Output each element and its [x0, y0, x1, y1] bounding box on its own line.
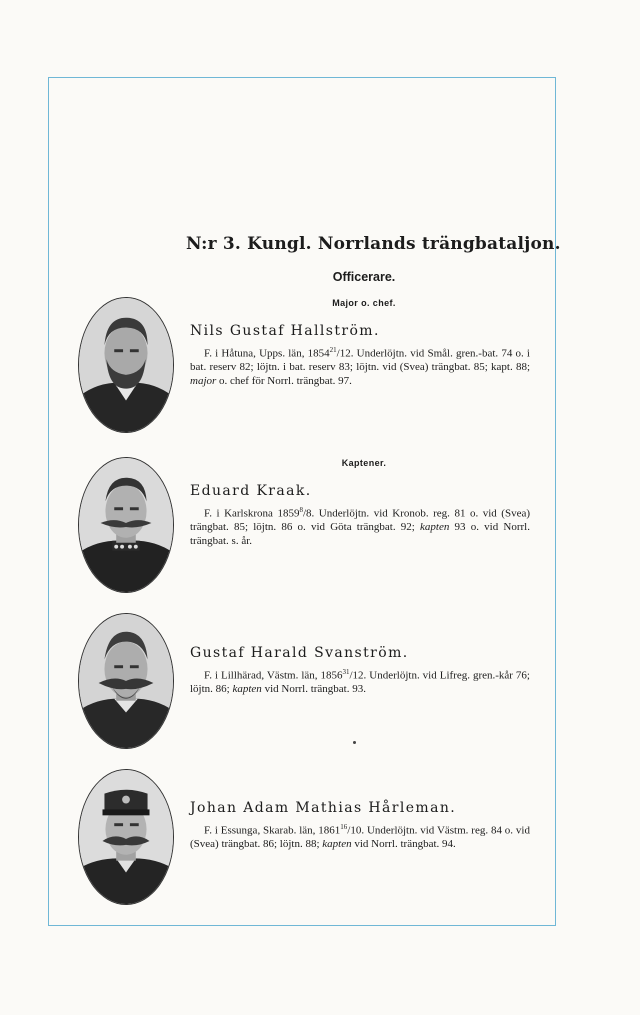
- printing-speck: [353, 741, 356, 744]
- officer-biography: F. i Karlskrona 1859$^8$/8. Underlöjtn. vid Kronob. reg. 81 o. vid (Svea) trängbat. 85; löjtn. 86 o. vid Göta trängbat. 92; kapten 93 o. vid Norrl. trängbat. s. år.: [190, 506, 530, 547]
- entry-kraak: [190, 483, 530, 548]
- officer-biography: F. i Håtuna, Upps. län, 1854$^{21}$/12. Underlöjtn. vid Smål. gren.-bat. 74 o. i bat. reserv 82; löjtn. i bat. reserv 83; löjtn. vid (Svea) trängbat. 85; kapt. 88; major o. chef för Norrl. trängbat. 97.: [190, 346, 530, 387]
- entry-harleman: [190, 800, 530, 852]
- officer-name: Gustaf Harald Svanström.: [190, 645, 409, 661]
- section-heading-major: Major o. chef.: [332, 298, 396, 308]
- entry-hallstrom: [190, 323, 530, 388]
- page-title: [186, 234, 561, 254]
- portrait-svanstrom: [78, 613, 174, 749]
- officer-biography: F. i Lillhärad, Västm. län, 1856$^{31}$/12. Underlöjtn. vid Lifreg. gren.-kår 76; löjtn. 86; kapten vid Norrl. trängbat. 93.: [190, 668, 530, 696]
- officer-biography: F. i Essunga, Skarab. län, 1861$^{16}$/10. Underlöjtn. vid Västm. reg. 84 o. vid (Svea) trängbat. 86; löjtn. 88; kapten vid Norrl. trängbat. 94.: [190, 823, 530, 851]
- section-heading-captains: Kaptener.: [341, 458, 387, 468]
- officer-name: Johan Adam Mathias Hårleman.: [190, 800, 457, 816]
- entry-svanstrom: [190, 645, 530, 697]
- portrait-harleman: [78, 769, 174, 905]
- battalion-name: Kungl. Norrlands trängbataljon.: [247, 234, 561, 254]
- section-heading-officers: Officerare.: [332, 270, 396, 284]
- officer-name: Eduard Kraak.: [190, 483, 312, 499]
- battalion-number: N:r 3.: [186, 234, 242, 254]
- portrait-kraak: [78, 457, 174, 593]
- portrait-hallstrom: [78, 297, 174, 433]
- officer-name: Nils Gustaf Hallström.: [190, 323, 380, 339]
